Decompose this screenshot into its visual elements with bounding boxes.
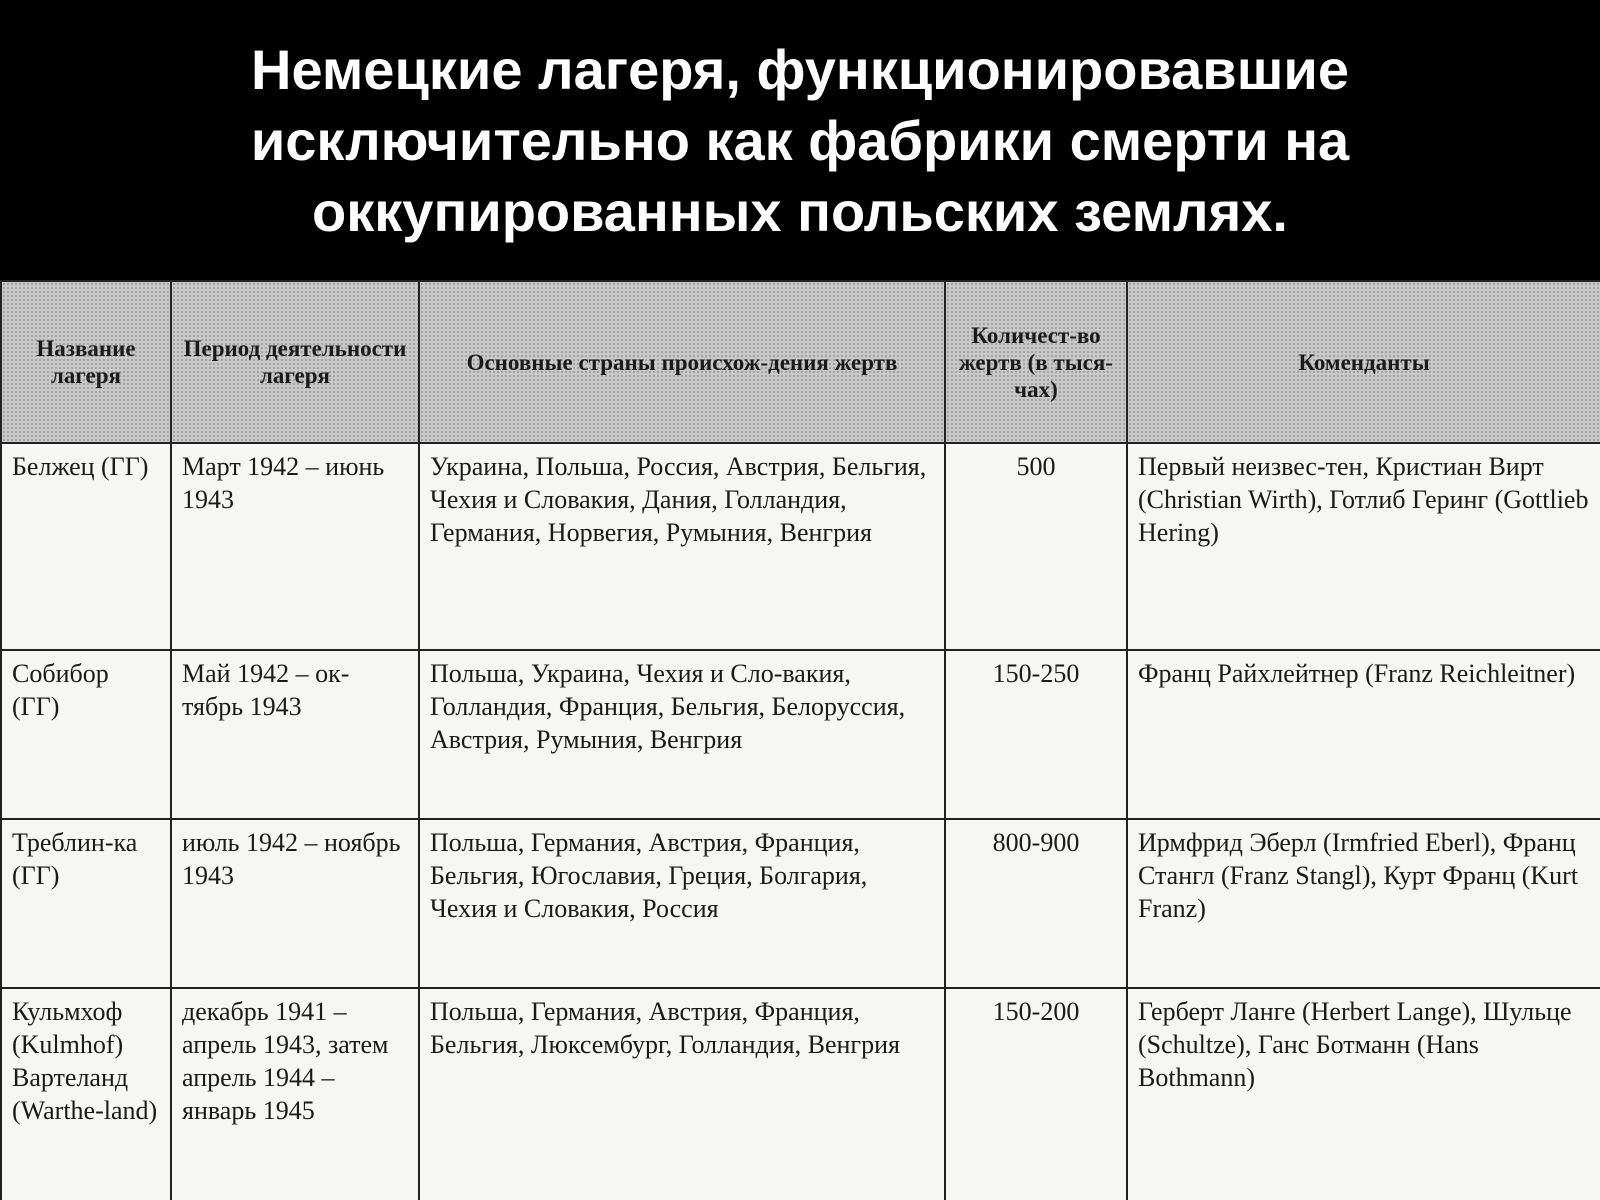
cell-commandants: Герберт Ланге (Herbert Lange), Шульце (Schultze), Ганс Ботманн (Hans Bothmann) xyxy=(1127,988,1600,1200)
table-row xyxy=(1,819,1600,988)
page-title: Немецкие лагеря, функционировавшие исключительно как фабрики смерти на оккупированных польских землях. xyxy=(250,37,1350,243)
table-row xyxy=(1,650,1600,819)
cell-camp-name: Треблин-ка (ГГ) xyxy=(1,819,171,988)
cell-countries: Польша, Германия, Австрия, Франция, Бельгия, Югославия, Греция, Болгария, Чехия и Словакия, Россия xyxy=(419,819,945,988)
header-camp-name: Название лагеря xyxy=(1,281,171,443)
header-countries: Основные страны происхож-дения жертв xyxy=(419,281,945,443)
cell-countries: Польша, Германия, Австрия, Франция, Бельгия, Люксембург, Голландия, Венгрия xyxy=(419,988,945,1200)
table-row xyxy=(1,443,1600,650)
table-row xyxy=(1,988,1600,1200)
cell-commandants: Франц Райхлейтнер (Franz Reichleitner) xyxy=(1127,650,1600,819)
cell-victims: 150-200 xyxy=(945,988,1127,1200)
cell-period: декабрь 1941 –апрель 1943, затем апрель 1944 – январь 1945 xyxy=(171,988,419,1200)
title-banner xyxy=(0,0,1600,280)
camps-table xyxy=(0,280,1600,1200)
table-header-row xyxy=(1,281,1600,443)
camps-table-container xyxy=(0,280,1600,1200)
cell-camp-name: Кульмхоф (Kulmhof) Вартеланд (Warthe-land) xyxy=(1,988,171,1200)
header-victims: Количест-во жертв (в тыся-чах) xyxy=(945,281,1127,443)
cell-camp-name: Белжец (ГГ) xyxy=(1,443,171,650)
cell-countries: Украина, Польша, Россия, Австрия, Бельгия, Чехия и Словакия, Дания, Голландия, Германия, Норвегия, Румыния, Венгрия xyxy=(419,443,945,650)
cell-period: Март 1942 – июнь 1943 xyxy=(171,443,419,650)
cell-camp-name: Собибор (ГГ) xyxy=(1,650,171,819)
cell-victims: 150-250 xyxy=(945,650,1127,819)
cell-period: июль 1942 – ноябрь 1943 xyxy=(171,819,419,988)
cell-victims: 500 xyxy=(945,443,1127,650)
header-period: Период деятельности лагеря xyxy=(171,281,419,443)
cell-period: Май 1942 – ок-тябрь 1943 xyxy=(171,650,419,819)
header-commandants: Коменданты xyxy=(1127,281,1600,443)
cell-commandants: Ирмфрид Эберл (Irmfried Eberl), Франц Стангл (Franz Stangl), Курт Франц (Kurt Franz) xyxy=(1127,819,1600,988)
cell-countries: Польша, Украина, Чехия и Сло-вакия, Голландия, Франция, Бельгия, Белоруссия, Австрия, Румыния, Венгрия xyxy=(419,650,945,819)
cell-victims: 800-900 xyxy=(945,819,1127,988)
cell-commandants: Первый неизвес-тен, Кристиан Вирт (Christian Wirth), Готлиб Геринг (Gottlieb Hering) xyxy=(1127,443,1600,650)
